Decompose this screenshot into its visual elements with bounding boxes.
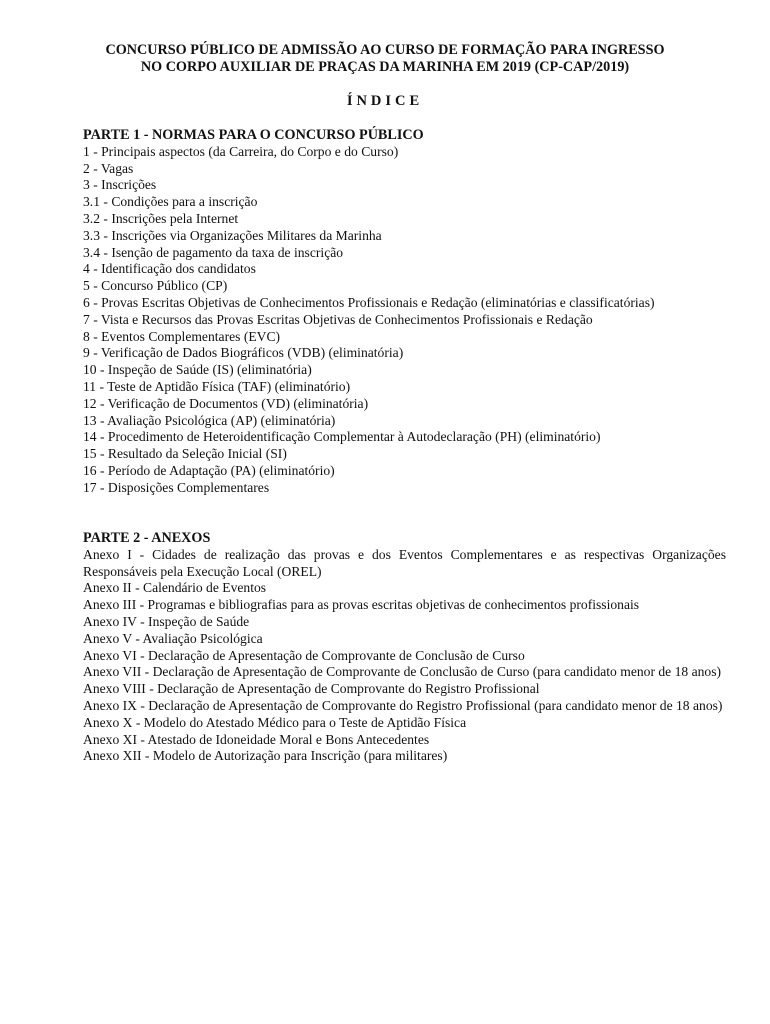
index-heading: ÍNDICE [346,93,424,109]
toc-item: 8 - Eventos Complementares (EVC) [83,328,281,344]
toc-item: 6 - Provas Escritas Objetivas de Conhecimentos Profissionais e Redação (eliminatórias e classificatórias) [83,294,655,310]
part-1-heading: PARTE 1 - NORMAS PARA O CONCURSO PÚBLICO [83,127,424,143]
document-title [60,42,710,76]
toc-item: 2 - Vagas [83,160,134,176]
toc-item: 10 - Inspeção de Saúde (IS) (eliminatória) [83,362,312,378]
part-2-section [83,530,726,765]
toc-item: 5 - Concurso Público (CP) [83,278,228,294]
toc-item: 9 - Verificação de Dados Biográficos (VDB) (eliminatória) [83,345,404,361]
part-2-heading: PARTE 2 - ANEXOS [83,530,211,546]
toc-item: 14 - Procedimento de Heteroidentificação Complementar à Autodeclaração (PH) (eliminatório) [83,429,601,445]
toc-item: 1 - Principais aspectos (da Carreira, do Corpo e do Curso) [83,143,399,159]
annex-item: Anexo IV - Inspeção de Saúde [83,613,250,629]
toc-item: 16 - Período de Adaptação (PA) (eliminatório) [83,462,335,478]
annex-item: Anexo II - Calendário de Eventos [83,580,267,596]
toc-item: 15 - Resultado da Seleção Inicial (SI) [83,446,287,462]
toc-item: 3 - Inscrições [83,177,157,193]
annex-item: Anexo XII - Modelo de Autorização para Inscrição (para militares) [83,748,448,764]
annex-item: Anexo X - Modelo do Atestado Médico para o Teste de Aptidão Física [83,714,467,730]
toc-item: 7 - Vista e Recursos das Provas Escritas Objetivas de Conhecimentos Profissionais e Redação [83,311,593,327]
toc-item: 3.1 - Condições para a inscrição [83,194,258,210]
toc-item: 13 - Avaliação Psicológica (AP) (eliminatória) [83,412,336,428]
annex-item: Anexo IX - Declaração de Apresentação de Comprovante do Registro Profissional (para candidato menor de 18 anos) [83,697,723,713]
annex-item: Anexo VII - Declaração de Apresentação de Comprovante de Conclusão de Curso (para candidato menor de 18 anos) [83,664,722,680]
annex-item: Anexo I - Cidades de realização das provas e dos Eventos Complementares e as respectivas Organizações Responsáveis pela Execução Local (OREL) [83,546,726,579]
title-line-2: NO CORPO AUXILIAR DE PRAÇAS DA MARINHA EM 2019 (CP-CAP/2019) [140,59,630,75]
toc-item: 12 - Verificação de Documentos (VD) (eliminatória) [83,395,369,411]
toc-item: 3.4 - Isenção de pagamento da taxa de inscrição [83,244,344,260]
toc-item: 3.2 - Inscrições pela Internet [83,210,239,226]
annex-item: Anexo VI - Declaração de Apresentação de Comprovante de Conclusão de Curso [83,647,525,663]
toc-item: 4 - Identificação dos candidatos [83,261,256,277]
annex-item: Anexo III - Programas e bibliografias para as provas escritas objetivas de conhecimentos profissionais [83,597,640,613]
toc-item: 17 - Disposições Complementares [83,479,270,495]
annex-item: Anexo VIII - Declaração de Apresentação de Comprovante do Registro Profissional [83,681,540,697]
title-line-1: CONCURSO PÚBLICO DE ADMISSÃO AO CURSO DE FORMAÇÃO PARA INGRESSO [105,42,665,58]
toc-item: 11 - Teste de Aptidão Física (TAF) (eliminatório) [83,378,351,394]
annex-item: Anexo V - Avaliação Psicológica [83,630,263,646]
toc-item: 3.3 - Inscrições via Organizações Militares da Marinha [83,227,382,243]
annex-item: Anexo XI - Atestado de Idoneidade Moral e Bons Antecedentes [83,731,430,747]
part-1-section [83,127,726,497]
